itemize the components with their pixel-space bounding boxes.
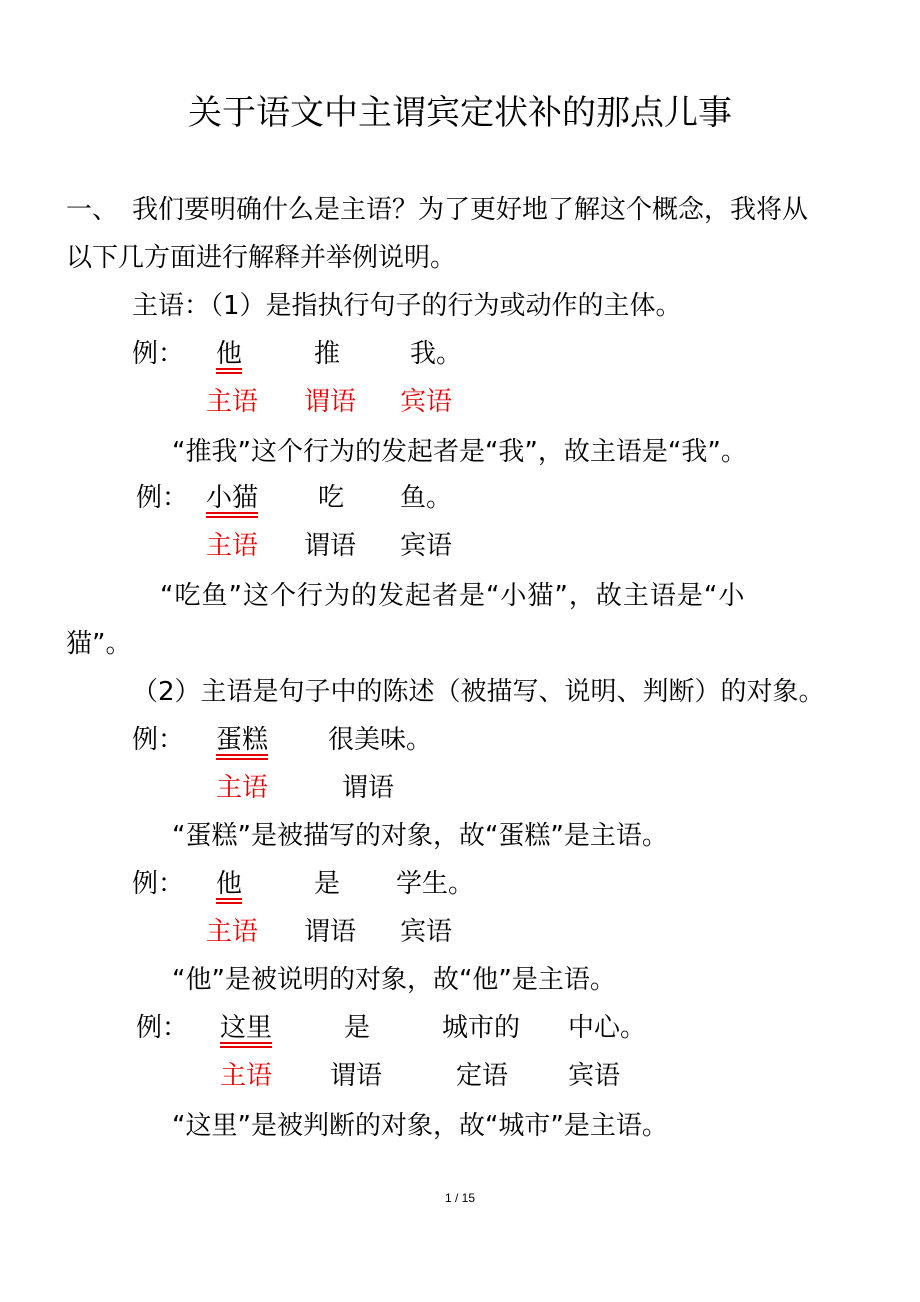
role-attributive: 定语 xyxy=(456,1061,509,1091)
example-label: 例： xyxy=(132,869,185,899)
example-note: “他”是被说明的对象，故“他”是主语。 xyxy=(172,965,616,995)
intro-line-1: 我们要明确什么是主语？为了更好地了解这个概念，我将从 xyxy=(132,195,809,225)
role-object: 宾语 xyxy=(400,387,453,417)
intro-line-2: 以下几方面进行解释并举例说明。 xyxy=(66,243,457,273)
role-object: 宾语 xyxy=(400,531,453,561)
definition-2: （2）主语是句子中的陈述（被描写、说明、判断）的对象。 xyxy=(132,677,825,707)
page-title: 关于语文中主谓宾定状补的那点儿事 xyxy=(188,93,732,133)
example-word-attributive: 城市的 xyxy=(442,1013,521,1043)
example-word-object: 我。 xyxy=(410,339,463,369)
role-subject: 主语 xyxy=(220,1061,273,1091)
role-predicate: 谓语 xyxy=(330,1061,383,1091)
role-predicate: 谓语 xyxy=(304,531,357,561)
example-word-object: 中心。 xyxy=(568,1013,647,1043)
role-subject: 主语 xyxy=(206,387,259,417)
example-word-predicate: 推 xyxy=(314,339,341,369)
example-label: 例： xyxy=(136,1013,189,1043)
example-word-subject: 他 xyxy=(216,869,243,899)
role-predicate: 谓语 xyxy=(304,387,357,417)
example-word-object: 鱼。 xyxy=(400,483,453,513)
example-word-predicate: 很美味。 xyxy=(328,725,433,755)
role-predicate: 谓语 xyxy=(304,917,357,947)
example-word-predicate: 吃 xyxy=(318,483,345,513)
example-note: “这里”是被判断的对象，故“城市”是主语。 xyxy=(172,1111,668,1141)
example-word-subject: 他 xyxy=(216,339,243,369)
example-word-subject: 蛋糕 xyxy=(216,725,269,755)
definition-1: 主语：（1）是指执行句子的行为或动作的主体。 xyxy=(132,291,682,321)
role-subject: 主语 xyxy=(206,917,259,947)
example-note: “推我”这个行为的发起者是“我”，故主语是“我”。 xyxy=(172,437,747,467)
role-predicate: 谓语 xyxy=(342,773,395,803)
example-word-subject: 小猫 xyxy=(206,483,259,513)
example-note: “吃鱼”这个行为的发起者是“小猫”，故主语是“小 xyxy=(160,581,746,611)
example-note-continued: 猫”。 xyxy=(66,629,132,659)
example-word-predicate: 是 xyxy=(314,869,341,899)
role-subject: 主语 xyxy=(206,531,259,561)
role-subject: 主语 xyxy=(216,773,269,803)
example-note: “蛋糕”是被描写的对象，故“蛋糕”是主语。 xyxy=(172,821,668,851)
example-word-predicate: 是 xyxy=(344,1013,371,1043)
example-word-subject: 这里 xyxy=(220,1013,273,1043)
section-number: 一、 xyxy=(66,195,119,225)
page-number: 1 / 15 xyxy=(444,1191,476,1205)
role-object: 宾语 xyxy=(568,1061,621,1091)
example-label: 例： xyxy=(132,725,185,755)
example-label: 例： xyxy=(132,339,185,369)
role-object: 宾语 xyxy=(400,917,453,947)
example-word-object: 学生。 xyxy=(396,869,475,899)
example-label: 例： xyxy=(136,483,189,513)
